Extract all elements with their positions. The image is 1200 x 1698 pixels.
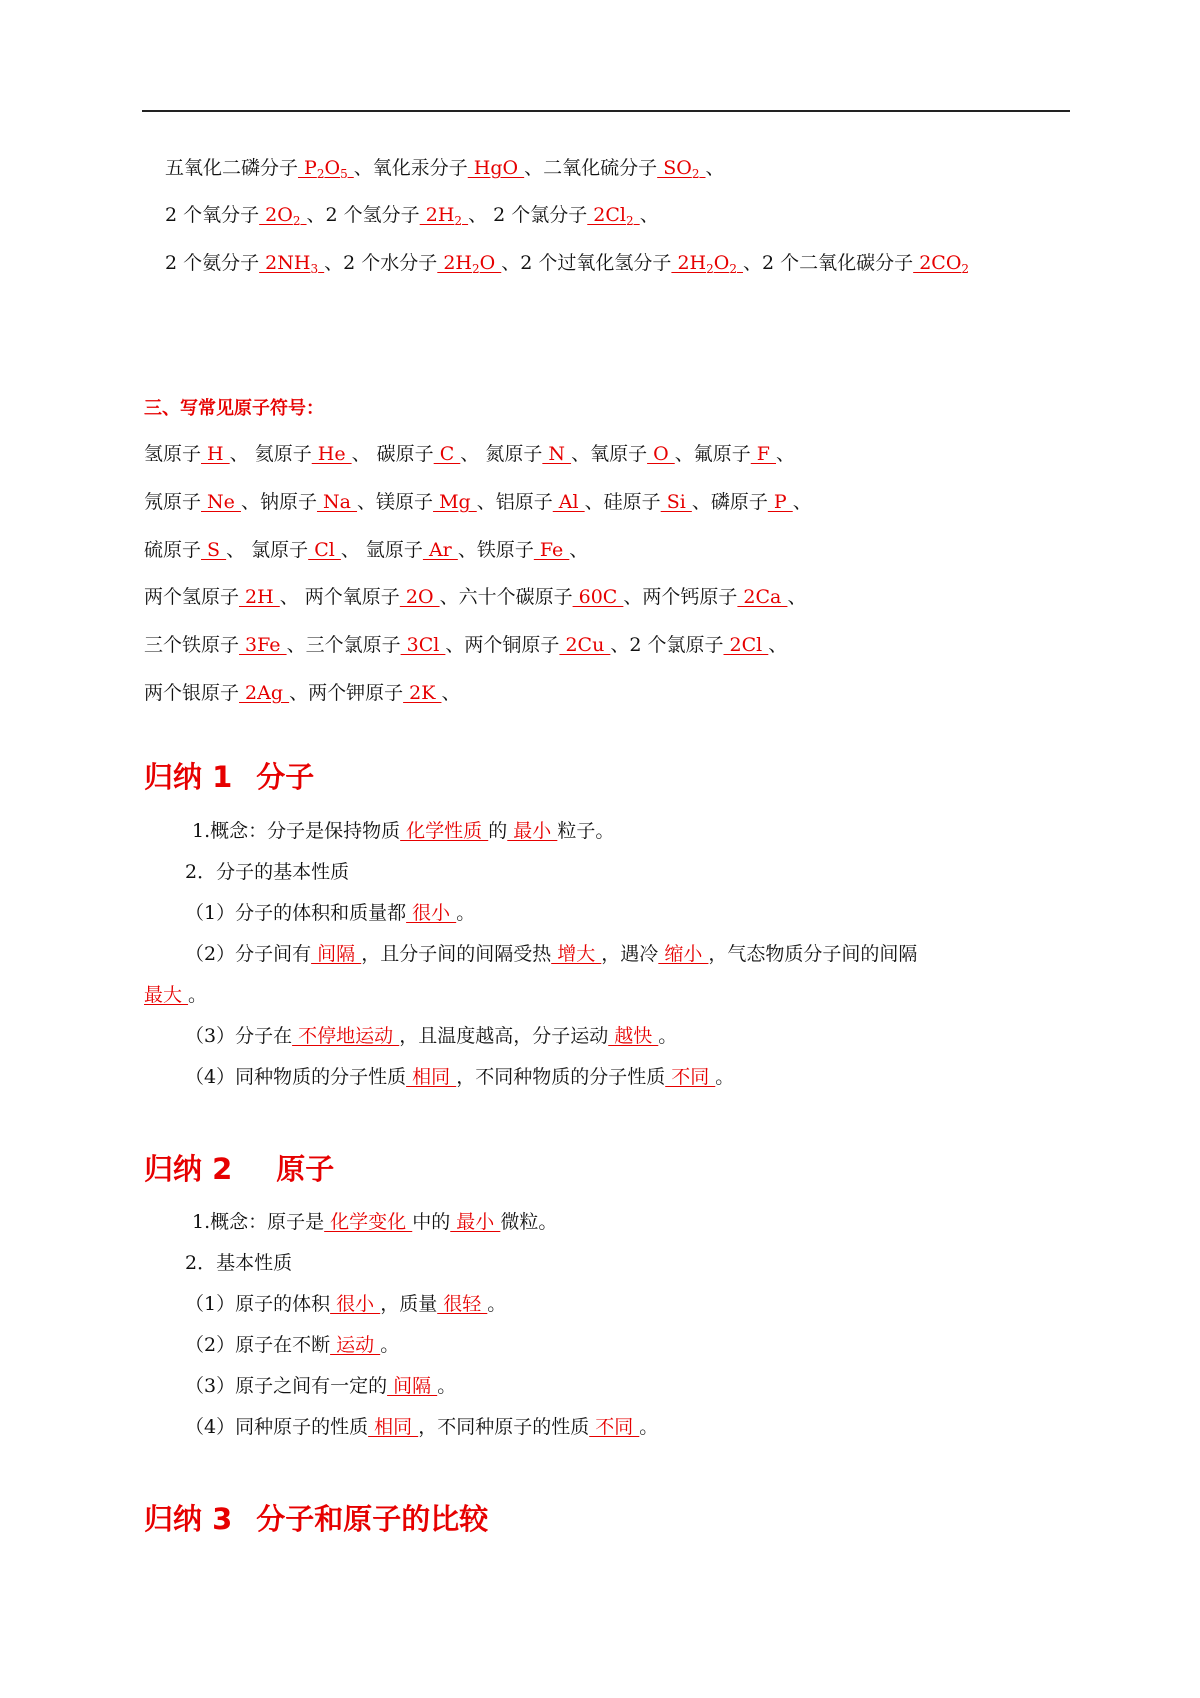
text-segment: 2Cl bbox=[587, 204, 626, 226]
answer-fill: 增大 bbox=[551, 943, 602, 965]
text-segment: 归纳 2 bbox=[144, 1152, 233, 1186]
text-segment: 2 bbox=[292, 214, 301, 228]
s2-concept bbox=[192, 1209, 557, 1235]
s1-prop-2-cont bbox=[144, 982, 207, 1008]
text-segment: P bbox=[298, 157, 317, 179]
answer-fill: 最小 bbox=[450, 1211, 501, 1233]
text-segment: 2 bbox=[472, 262, 480, 276]
text-segment: 、磷原子 bbox=[691, 491, 768, 513]
text-segment: 、 bbox=[639, 204, 659, 226]
s2-prop-1 bbox=[185, 1291, 506, 1317]
text-segment: 、二氧化硫分子 bbox=[524, 157, 658, 179]
answer-fill: 不同 bbox=[589, 1416, 640, 1438]
answer-fill: He bbox=[311, 443, 352, 465]
text-segment: 、铝原子 bbox=[476, 491, 553, 513]
text-segment: 归纳 3 bbox=[144, 1502, 233, 1536]
answer-fill: 相同 bbox=[406, 1066, 457, 1088]
text-segment: 2 bbox=[706, 262, 714, 276]
text-segment: 、2 个水分子 bbox=[324, 252, 438, 274]
answer-fill: 3Fe bbox=[239, 634, 287, 656]
text-segment: 。 bbox=[437, 1375, 457, 1397]
answer-2h2 bbox=[420, 204, 468, 226]
text-segment: 2 bbox=[691, 167, 700, 181]
text-segment: 中的 bbox=[412, 1211, 451, 1233]
answer-fill: N bbox=[542, 443, 572, 465]
molecule-row-1 bbox=[165, 155, 725, 187]
answer-fill: 2Ca bbox=[737, 586, 788, 608]
text-segment: 2 bbox=[454, 214, 463, 228]
text-segment: 、 2 个氯分子 bbox=[468, 204, 588, 226]
text-segment: ，质量 bbox=[380, 1293, 438, 1315]
atom-row-1 bbox=[144, 441, 795, 467]
text-segment: 、镁原子 bbox=[357, 491, 434, 513]
answer-fill: H bbox=[201, 443, 230, 465]
answer-fill: Na bbox=[316, 491, 358, 513]
text-segment: 、 bbox=[441, 682, 461, 704]
text-segment: ，且温度越高，分子运动 bbox=[399, 1025, 609, 1047]
answer-fill: 最小 bbox=[507, 820, 558, 842]
answer-fill: S bbox=[201, 539, 227, 561]
text-segment: 2．基本性质 bbox=[185, 1252, 293, 1274]
atom-row-2 bbox=[144, 489, 812, 515]
text-segment: 、铁原子 bbox=[457, 539, 534, 561]
text-segment: 、氧原子 bbox=[571, 443, 648, 465]
summary-2-heading bbox=[144, 1147, 334, 1188]
text-segment: 2H bbox=[671, 252, 707, 274]
text-segment: 、2 个氯原子 bbox=[610, 634, 724, 656]
s1-concept bbox=[192, 818, 614, 844]
answer-fill: C bbox=[433, 443, 461, 465]
text-segment: （3）分子在 bbox=[185, 1025, 293, 1047]
answer-fill: 化学变化 bbox=[324, 1211, 413, 1233]
text-segment: 、2 个二氧化碳分子 bbox=[743, 252, 914, 274]
answer-fill: 运动 bbox=[330, 1334, 381, 1356]
answer-fill: Ne bbox=[201, 491, 241, 513]
text-segment: 、两个铜原子 bbox=[445, 634, 560, 656]
s1-prop-2 bbox=[185, 941, 917, 967]
s1-properties-title bbox=[185, 859, 349, 885]
answer-fill: 2Cl bbox=[723, 634, 769, 656]
answer-fill: 越快 bbox=[608, 1025, 659, 1047]
text-segment: 氖原子 bbox=[144, 491, 202, 513]
text-segment: 、 氩原子 bbox=[340, 539, 423, 561]
s1-prop-3 bbox=[185, 1023, 677, 1049]
text-segment: ，气态物质分子间的间隔 bbox=[708, 943, 918, 965]
text-segment: 2 个氨分子 bbox=[165, 252, 260, 274]
s2-prop-4 bbox=[185, 1414, 658, 1440]
answer-2h2o2 bbox=[671, 252, 743, 274]
answer-2cl2 bbox=[587, 204, 639, 226]
answer-fill: 2O bbox=[399, 586, 440, 608]
molecule-row-3 bbox=[165, 250, 969, 282]
text-segment: 、三个氯原子 bbox=[286, 634, 401, 656]
text-segment: 。 bbox=[639, 1416, 659, 1438]
answer-fill: 化学性质 bbox=[400, 820, 489, 842]
answer-fill: O bbox=[647, 443, 675, 465]
answer-2nh3 bbox=[259, 252, 324, 274]
text-segment: 。 bbox=[188, 984, 208, 1006]
answer-fill: Ar bbox=[422, 539, 458, 561]
text-segment: 2 bbox=[316, 167, 325, 181]
answer-fill: Al bbox=[552, 491, 585, 513]
answer-fill: 相同 bbox=[368, 1416, 419, 1438]
summary-1-heading bbox=[144, 755, 314, 796]
text-segment: （2）分子间有 bbox=[185, 943, 312, 965]
text-segment: 、 bbox=[792, 491, 812, 513]
text-segment: 2 bbox=[729, 262, 737, 276]
text-segment: 氢原子 bbox=[144, 443, 202, 465]
top-rule bbox=[142, 110, 1070, 112]
text-segment: 、 bbox=[768, 634, 788, 656]
text-segment: 。 bbox=[487, 1293, 507, 1315]
text-segment: 、 bbox=[569, 539, 589, 561]
answer-fill: 很小 bbox=[330, 1293, 381, 1315]
text-segment: （4）同种物质的分子性质 bbox=[185, 1066, 407, 1088]
text-segment: 、硅原子 bbox=[584, 491, 661, 513]
text-segment: SO bbox=[657, 157, 692, 179]
answer-2co2 bbox=[913, 252, 969, 274]
text-segment: 、 bbox=[705, 157, 725, 179]
text-segment: （2）原子在不断 bbox=[185, 1334, 331, 1356]
answer-fill: 缩小 bbox=[658, 943, 709, 965]
text-segment: 、两个钙原子 bbox=[623, 586, 738, 608]
text-segment: 分子和原子的比较 bbox=[256, 1502, 489, 1536]
atom-row-6 bbox=[144, 680, 460, 706]
text-segment: 1.概念：原子是 bbox=[192, 1211, 325, 1233]
text-segment: 、 碳原子 bbox=[351, 443, 434, 465]
text-segment: 两个银原子 bbox=[144, 682, 240, 704]
text-segment: 。 bbox=[380, 1334, 400, 1356]
atom-row-3 bbox=[144, 537, 588, 563]
text-segment: ，不同种物质的分子性质 bbox=[456, 1066, 666, 1088]
text-segment: （3）原子之间有一定的 bbox=[185, 1375, 388, 1397]
text-segment: 微粒。 bbox=[500, 1211, 558, 1233]
answer-fill: 间隔 bbox=[387, 1375, 438, 1397]
text-segment: 粒子。 bbox=[557, 820, 615, 842]
answer-fill: 间隔 bbox=[311, 943, 362, 965]
answer-fill: 很小 bbox=[406, 902, 457, 924]
answer-fill: 3Cl bbox=[400, 634, 446, 656]
text-segment: 2O bbox=[259, 204, 293, 226]
text-segment: 、 bbox=[787, 586, 807, 608]
text-segment: 。 bbox=[456, 902, 476, 924]
text-segment: 2CO bbox=[913, 252, 962, 274]
molecule-row-2 bbox=[165, 202, 659, 234]
answer-fill: P bbox=[767, 491, 793, 513]
answer-fill: 2Cu bbox=[559, 634, 611, 656]
text-segment: 、 氯原子 bbox=[226, 539, 309, 561]
s2-prop-2 bbox=[185, 1332, 399, 1358]
text-segment: 、 氦原子 bbox=[229, 443, 312, 465]
answer-2h2o bbox=[437, 252, 501, 274]
answer-fill: F bbox=[750, 443, 777, 465]
text-segment: （1）原子的体积 bbox=[185, 1293, 331, 1315]
text-segment: 2NH bbox=[259, 252, 311, 274]
text-segment: ，且分子间的间隔受热 bbox=[361, 943, 552, 965]
text-segment: 、氧化汞分子 bbox=[353, 157, 468, 179]
text-segment: O bbox=[713, 252, 730, 274]
text-segment: ，遇冷 bbox=[601, 943, 659, 965]
answer-2o2 bbox=[259, 204, 306, 226]
text-segment: 5 bbox=[340, 167, 348, 181]
text-segment: 分子 bbox=[256, 760, 315, 794]
atom-row-5 bbox=[144, 632, 787, 658]
atom-row-4 bbox=[144, 584, 806, 610]
text-segment: 、 两个氧原子 bbox=[279, 586, 400, 608]
text-segment: 2 bbox=[961, 262, 970, 276]
text-segment: 归纳 1 bbox=[144, 760, 233, 794]
text-segment: 2H bbox=[419, 204, 455, 226]
section-3-title: 三、写常见原子符号： bbox=[144, 398, 324, 419]
text-segment: （4）同种原子的性质 bbox=[185, 1416, 369, 1438]
text-segment: 、六十个碳原子 bbox=[439, 586, 573, 608]
text-segment: 原子 bbox=[276, 1152, 335, 1186]
answer-fill: 最大 bbox=[144, 984, 189, 1006]
s1-prop-1 bbox=[185, 900, 475, 926]
text-segment: 、氟原子 bbox=[674, 443, 751, 465]
text-segment: O bbox=[479, 252, 502, 274]
text-segment: 两个氢原子 bbox=[144, 586, 240, 608]
s2-prop-3 bbox=[185, 1373, 456, 1399]
text-segment: 、 bbox=[776, 443, 796, 465]
text-segment: 、钠原子 bbox=[240, 491, 317, 513]
text-segment: 五氧化二磷分子 bbox=[165, 157, 299, 179]
answer-p2o5 bbox=[298, 157, 354, 179]
text-segment: 2H bbox=[437, 252, 472, 274]
text-segment: 硫原子 bbox=[144, 539, 202, 561]
text-segment: 3 bbox=[310, 262, 319, 276]
text-segment: 1.概念：分子是保持物质 bbox=[192, 820, 401, 842]
text-segment: 、2 个氢分子 bbox=[306, 204, 420, 226]
text-segment: 2 bbox=[626, 214, 634, 228]
text-segment: ，不同种原子的性质 bbox=[418, 1416, 590, 1438]
text-segment: 三个铁原子 bbox=[144, 634, 240, 656]
answer-fill: 2Ag bbox=[239, 682, 290, 704]
text-segment: 的 bbox=[488, 820, 508, 842]
summary-3-heading bbox=[144, 1497, 488, 1538]
answer-fill: 不同 bbox=[665, 1066, 716, 1088]
text-segment: （1）分子的体积和质量都 bbox=[185, 902, 407, 924]
text-segment: 、2 个过氧化氢分子 bbox=[501, 252, 672, 274]
text-segment: 。 bbox=[658, 1025, 678, 1047]
answer-fill: Mg bbox=[433, 491, 477, 513]
s2-properties-title bbox=[185, 1250, 292, 1276]
text-segment: O bbox=[324, 157, 341, 179]
answer-fill: 2K bbox=[403, 682, 442, 704]
answer-fill: Si bbox=[660, 491, 692, 513]
answer-fill: 60C bbox=[572, 586, 624, 608]
text-segment: 2．分子的基本性质 bbox=[185, 861, 350, 883]
s1-prop-4 bbox=[185, 1064, 734, 1090]
answer-fill: Cl bbox=[308, 539, 341, 561]
answer-so2 bbox=[657, 157, 705, 179]
text-segment: 、两个钾原子 bbox=[289, 682, 404, 704]
text-segment: 。 bbox=[715, 1066, 735, 1088]
answer-fill: 很轻 bbox=[437, 1293, 488, 1315]
text-segment: 、 氮原子 bbox=[460, 443, 543, 465]
answer-fill: 2H bbox=[239, 586, 280, 608]
text-segment: 2 个氧分子 bbox=[165, 204, 260, 226]
answer-fill: 不停地运动 bbox=[292, 1025, 400, 1047]
answer-fill: Fe bbox=[533, 539, 570, 561]
answer-hgo: HgO bbox=[467, 157, 525, 179]
